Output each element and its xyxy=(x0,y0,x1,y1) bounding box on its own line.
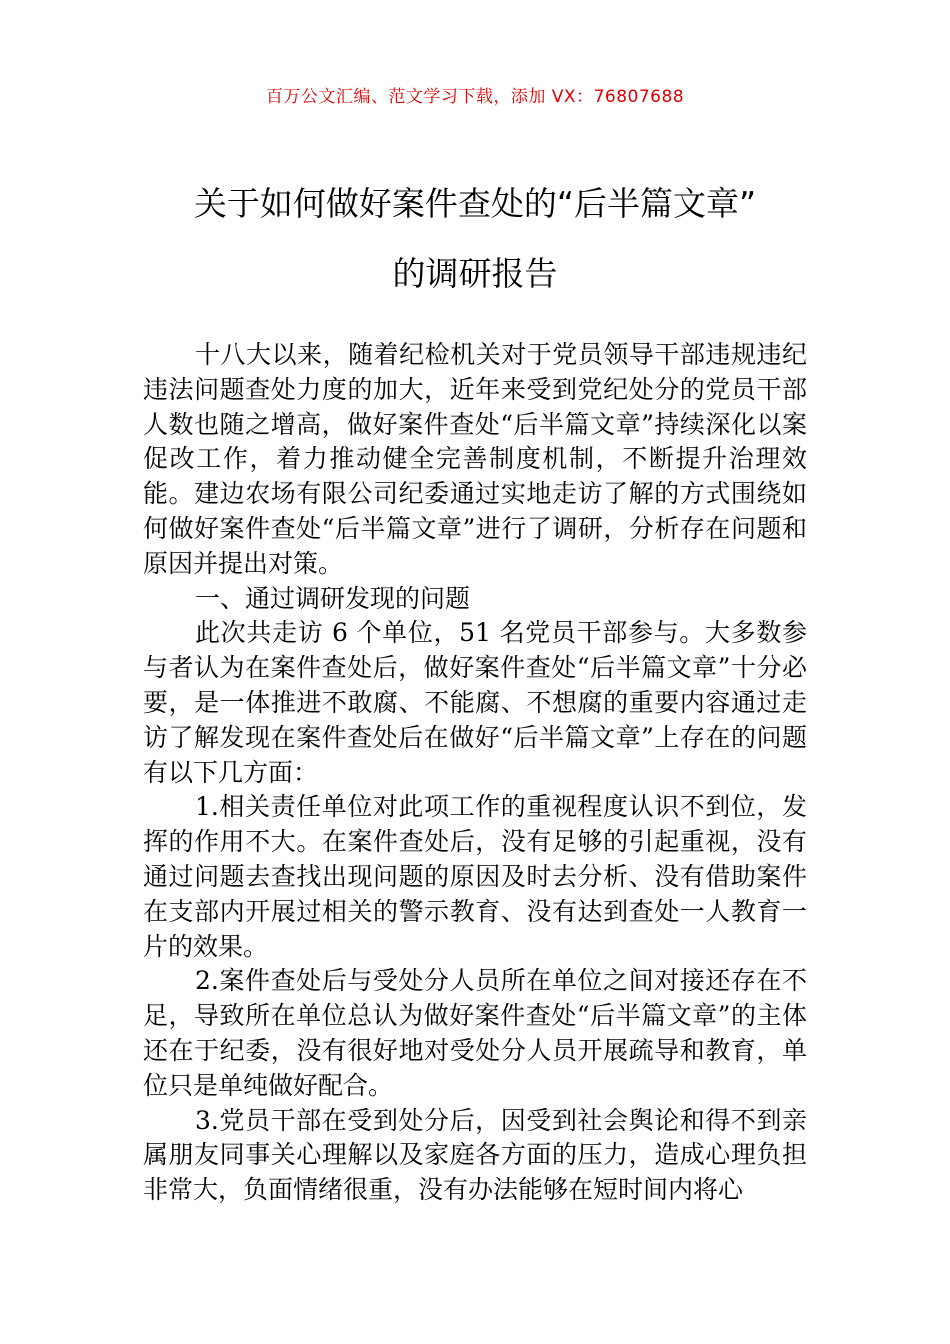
header-watermark-note: 百万公文汇编、范文学习下载，添加 VX：76807688 xyxy=(265,87,685,107)
section-heading-problems: 一、通过调研发现的问题 xyxy=(195,583,471,613)
paragraph-survey-summary: 此次共走访 6 个单位，51 名党员干部参与。大多数参与者认为在案件查处后，做好案件查处“后半篇文章”十分必要，是一体推进不敢腐、不能腐、不想腐的重要内容通过走访了解发现在案件查处后在做好“后半篇文章”上存在的问题有以下几方面： xyxy=(143,618,807,787)
paragraph-intro: 十八大以来，随着纪检机关对于党员领导干部违规违纪违法问题查处力度的加大，近年来受到党纪处分的党员干部人数也随之增高，做好案件查处“后半篇文章”持续深化以案促改工作，着力推动健全完善制度机制，不断提升治理效能。建边农场有限公司纪委通过实地走访了解的方式围绕如何做好案件查处“后半篇文章”进行了调研，分析存在问题和原因并提出对策。 xyxy=(143,340,807,578)
paragraph-problem-1: 1.相关责任单位对此项工作的重视程度认识不到位，发挥的作用不大。在案件查处后，没有足够的引起重视，没有通过问题去查找出现问题的原因及时去分析、没有借助案件在支部内开展过相关的警示教育、没有达到查处一人教育一片的效果。 xyxy=(143,792,807,961)
paragraph-problem-3: 3.党员干部在受到处分后，因受到社会舆论和得不到亲属朋友同事关心理解以及家庭各方面的压力，造成心理负担非常大，负面情绪很重，没有办法能够在短时间内将心 xyxy=(143,1105,807,1205)
document-title-line-1: 关于如何做好案件查处的“后半篇文章” xyxy=(193,184,757,223)
paragraph-problem-2: 2.案件查处后与受处分人员所在单位之间对接还存在不足，导致所在单位总认为做好案件查处“后半篇文章”的主体还在于纪委，没有很好地对受处分人员开展疏导和教育，单位只是单纯做好配合。 xyxy=(143,966,807,1100)
document-body xyxy=(143,338,807,1208)
document-title-line-2: 的调研报告 xyxy=(392,254,558,293)
